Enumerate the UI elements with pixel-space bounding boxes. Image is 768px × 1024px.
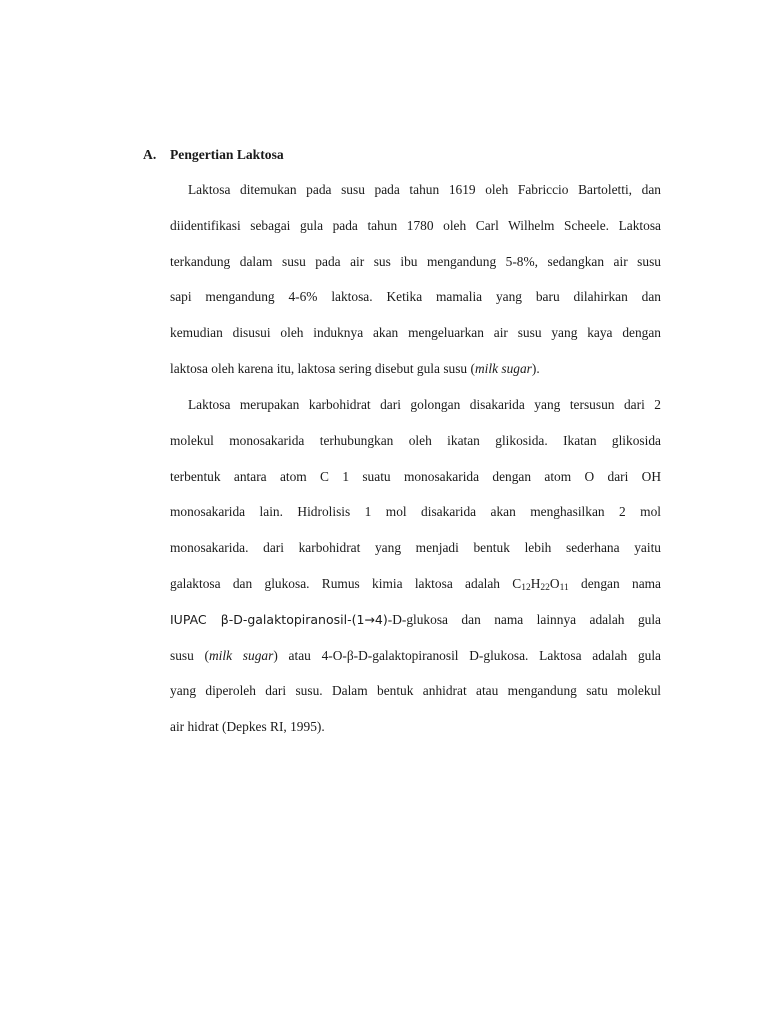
paragraph-1 <box>170 172 661 387</box>
paragraph-line: diidentifikasi sebagai gula pada tahun 1780 oleh Carl Wilhelm Scheele. Laktosa <box>170 217 661 233</box>
paragraph-line: terbentuk antara atom C 1 suatu monosakarida dengan atom O dari OH <box>170 468 661 484</box>
section-heading <box>143 147 284 163</box>
paragraph-line: susu (milk sugar) atau 4-O-β-D-galaktopiranosil D-glukosa. Laktosa adalah gula <box>170 647 661 663</box>
paragraph-line: yang diperoleh dari susu. Dalam bentuk anhidrat atau mengandung satu molekul <box>170 683 661 699</box>
paragraph-line: monosakarida. dari karbohidrat yang menjadi bentuk lebih sederhana yaitu <box>170 540 661 556</box>
paragraph-line-iupac: IUPAC β-D-galaktopiranosil-(1→4)-D-glukosa dan nama lainnya adalah gula <box>170 611 661 627</box>
paragraph-line: Laktosa merupakan karbohidrat dari golongan disakarida yang tersusun dari 2 <box>188 397 661 412</box>
section-title: Pengertian Laktosa <box>170 147 284 162</box>
paragraph-line: sapi mengandung 4-6% laktosa. Ketika mamalia yang baru dilahirkan dan <box>170 289 661 305</box>
italic-term: milk sugar <box>209 647 274 663</box>
paragraph-line: laktosa oleh karena itu, laktosa sering disebut gula susu (milk sugar). <box>170 360 540 376</box>
italic-term: milk sugar <box>474 360 532 376</box>
paragraph-line: Laktosa ditemukan pada susu pada tahun 1619 oleh Fabriccio Bartoletti, dan <box>188 182 661 197</box>
section-number: A. <box>143 147 157 162</box>
paragraph-line: kemudian disusui oleh induknya akan mengeluarkan air susu yang kaya dengan <box>170 325 661 341</box>
paragraph-line: molekul monosakarida terhubungkan oleh ikatan glikosida. Ikatan glikosida <box>170 432 661 448</box>
paragraph-2 <box>170 387 661 745</box>
paragraph-line-formula: galaktosa dan glukosa. Rumus kimia laktosa adalah $C_{12}H_{22}O_{11}$ dengan nama <box>170 575 661 593</box>
paragraph-line: monosakarida lain. Hidrolisis 1 mol disakarida akan menghasilkan 2 mol <box>170 504 661 520</box>
paragraph-line: air hidrat (Depkes RI, 1995). <box>170 719 325 735</box>
paragraph-line: terkandung dalam susu pada air sus ibu mengandung 5-8%, sedangkan air susu <box>170 253 661 269</box>
